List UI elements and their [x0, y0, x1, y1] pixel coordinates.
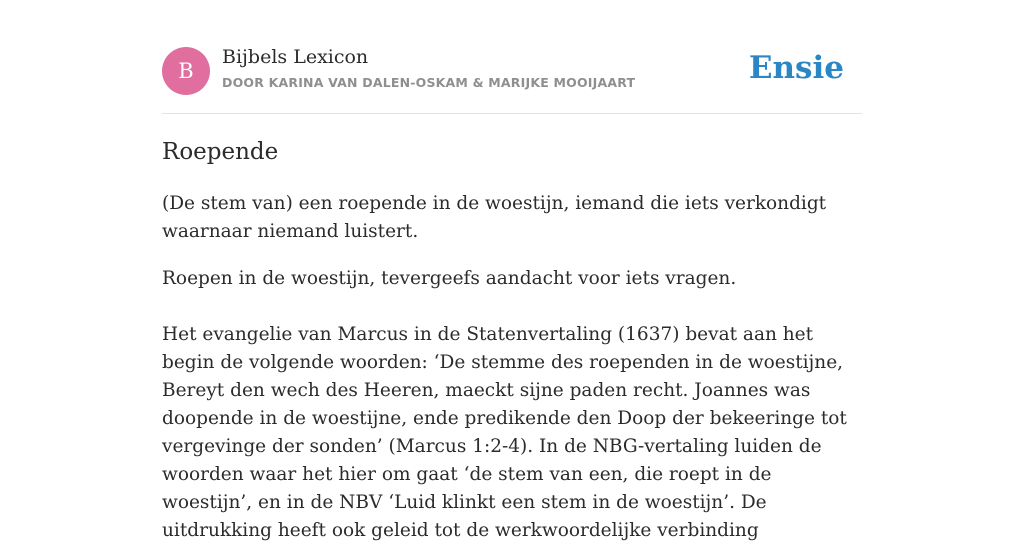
page-header — [162, 46, 862, 96]
book-avatar[interactable]: B — [162, 47, 210, 95]
paragraph-spacer — [162, 246, 862, 265]
headword: Roepende — [162, 139, 279, 165]
ensie-logo[interactable]: Ensie — [748, 50, 844, 86]
book-authors: DOOR KARINA VAN DALEN-OSKAM & MARIJKE MOOIJAART — [222, 75, 636, 90]
paragraph-spacer — [162, 293, 862, 321]
article-content — [162, 136, 862, 545]
header-divider — [162, 113, 862, 114]
book-title[interactable]: Bijbels Lexicon — [222, 46, 369, 68]
body-paragraph: Het evangelie van Marcus in de Statenvertaling (1637) bevat aan het begin de volgende woorden: ‘De stemme des roependen in de woestijne, Bereyt den wech des Heeren, maeckt sijne paden recht. Joannes was doopende in de woestijne, ende predikende den Doop der bekeeringe tot vergevinge der sonden’ (Marcus 1:2-4). In de NBG-vertaling luiden de woorden waar het hier om gaat ‘de stem van een, die roept in de woestijn’, en in de NBV ‘Luid klinkt een stem in de woestijn’. De uitdrukking heeft ook geleid tot de werkwoordelijke verbinding — [162, 324, 847, 541]
alternate-definition-paragraph: Roepen in de woestijn, tevergeefs aandacht voor iets vragen. — [162, 268, 737, 289]
definition-paragraph: (De stem van) een roepende in de woestijn, iemand die iets verkondigt waarnaar niemand luistert. — [162, 193, 827, 242]
